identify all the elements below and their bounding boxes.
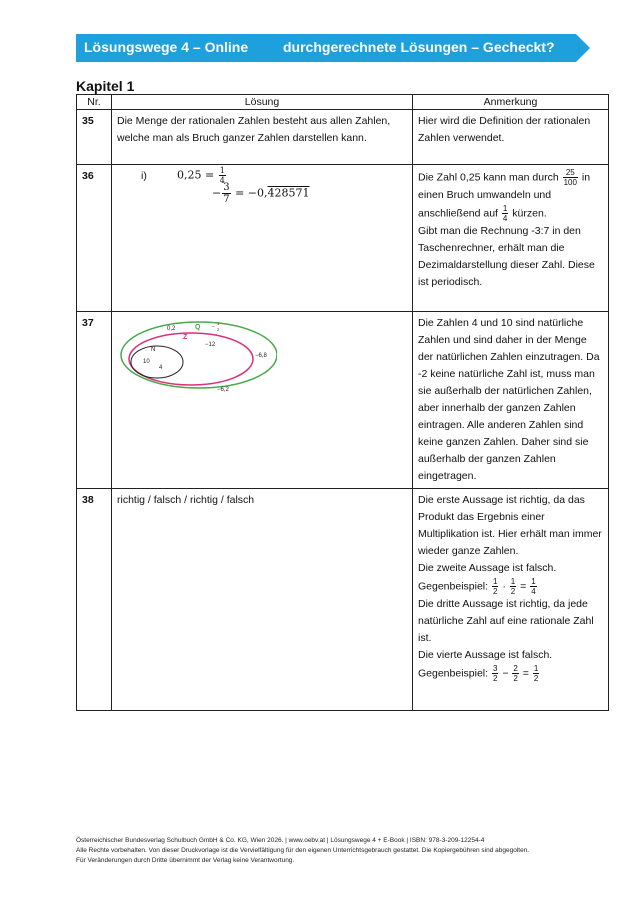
table-row (77, 312, 609, 489)
equation-2: − $\frac{3}{7}$ = −0,428571 (212, 182, 310, 205)
value-4: 4 (159, 365, 163, 371)
svg-text:1: 1 (217, 321, 220, 326)
footer-line-2: Alle Rechte vorbehalten. Von dieser Druckvorlage ist die Vervielfältigung für den eigenen Unterrichtsgebrauch gestattet. Die Kopiergebühren sind abgegolten. (76, 847, 530, 854)
footer-line-1: Österreichischer Bundesverlag Schulbuch GmbH & Co. KG, Wien 2026. | www.oebv.at | Lösungswege 4 + E-Book | ISBN: 978-3-209-12254-4 (76, 837, 485, 844)
set-q-ellipse (121, 322, 277, 388)
row-nr: 38 (77, 489, 112, 711)
row-loesung: Die Menge der rationalen Zahlen besteht aus allen Zahlen, welche man als Bruch ganzer Zahlen darstellen kann. (112, 110, 413, 165)
value-0-2: 0,2 (167, 326, 176, 332)
col-header-loesung: Lösung (112, 95, 413, 110)
table-row (77, 165, 609, 312)
value-10: 10 (143, 359, 150, 365)
row-nr: 35 (77, 110, 112, 165)
header-banner (76, 34, 590, 62)
value-minus-12: −12 (205, 342, 216, 348)
row-anmerkung: Hier wird die Definition der rationalen Zahlen verwendet. (413, 110, 609, 165)
value-minus-6-8: −6,8 (255, 353, 267, 359)
chapter-title: Kapitel 1 (76, 78, 135, 94)
row-nr: 36 (77, 165, 112, 312)
col-header-anmerkung: Anmerkung (413, 95, 609, 110)
table-row (77, 489, 609, 711)
svg-text:−: − (212, 324, 215, 330)
row-loesung (112, 165, 413, 312)
label-z: Z (183, 334, 188, 341)
label-q: Q (195, 324, 201, 331)
table-row (77, 110, 609, 165)
row-anmerkung: Die erste Aussage ist richtig, da das Produkt das Ergebnis einer Multiplikation ist. Hier erhält man immer wieder ganze Zahlen. Die zweite Aussage ist falsch. Gegenbeispiel: $\frac{1}{2}$ · $\frac{1}{2}$ = $\frac{1}{4}$ Die dritte Aussage ist richtig, da jede natürliche Zahl auf eine rationale Zahl ist. Die vierte Aussage ist falsch. Gegenbeispiel: $\frac{3}{2}$ − $\frac{2}{2}$ = $\frac{1}{2}$ (413, 489, 609, 711)
header-left-title: Lösungswege 4 – Online (84, 39, 249, 55)
value-minus-6-2: −6,2 (217, 387, 229, 393)
header-right-title: durchgerechnete Lösungen – Gecheckt? (283, 39, 555, 55)
period-digits: 428571 (267, 186, 310, 200)
table-header-row (77, 95, 609, 110)
row-anmerkung: Die Zahlen 4 und 10 sind natürliche Zahlen und sind daher in der Menge der natürlichen Zahlen einzutragen. Da -2 keine natürliche Zahl ist, muss man sie außerhalb der natürlichen Zahlen, aber innerhalb der ganzen Zahlen eintragen. Alle anderen Zahlen sind keine ganzen Zahlen. Daher sind sie außerhalb der ganzen Zahlen eingetragen. (413, 312, 609, 489)
set-n-ellipse (131, 346, 183, 378)
task-label: i) (141, 170, 147, 182)
label-n: N (151, 347, 156, 353)
row-anmerkung: Die Zahl 0,25 kann man durch $\frac{25}{100}$ in einen Bruch umwandeln und anschließend auf $\frac{1}{4}$ kürzen. Gibt man die Rechnung -3:7 in den Taschenrechner, erhält man die Dezimaldarstellung dieser Zahl. Diese ist periodisch. (413, 165, 609, 312)
row-loesung (112, 312, 413, 489)
row-loesung: richtig / falsch / richtig / falsch (112, 489, 413, 711)
col-header-nr: Nr. (77, 95, 112, 110)
solutions-table (76, 94, 609, 711)
venn-diagram (117, 317, 277, 397)
equation-1: 0,25 = $\frac{1}{4}$ (177, 166, 225, 185)
svg-text:2: 2 (217, 327, 220, 332)
footer (76, 836, 529, 866)
footer-line-3: Für Veränderungen durch Dritte übernimmt der Verlag keine Verantwortung. (76, 857, 295, 864)
row-nr: 37 (77, 312, 112, 489)
